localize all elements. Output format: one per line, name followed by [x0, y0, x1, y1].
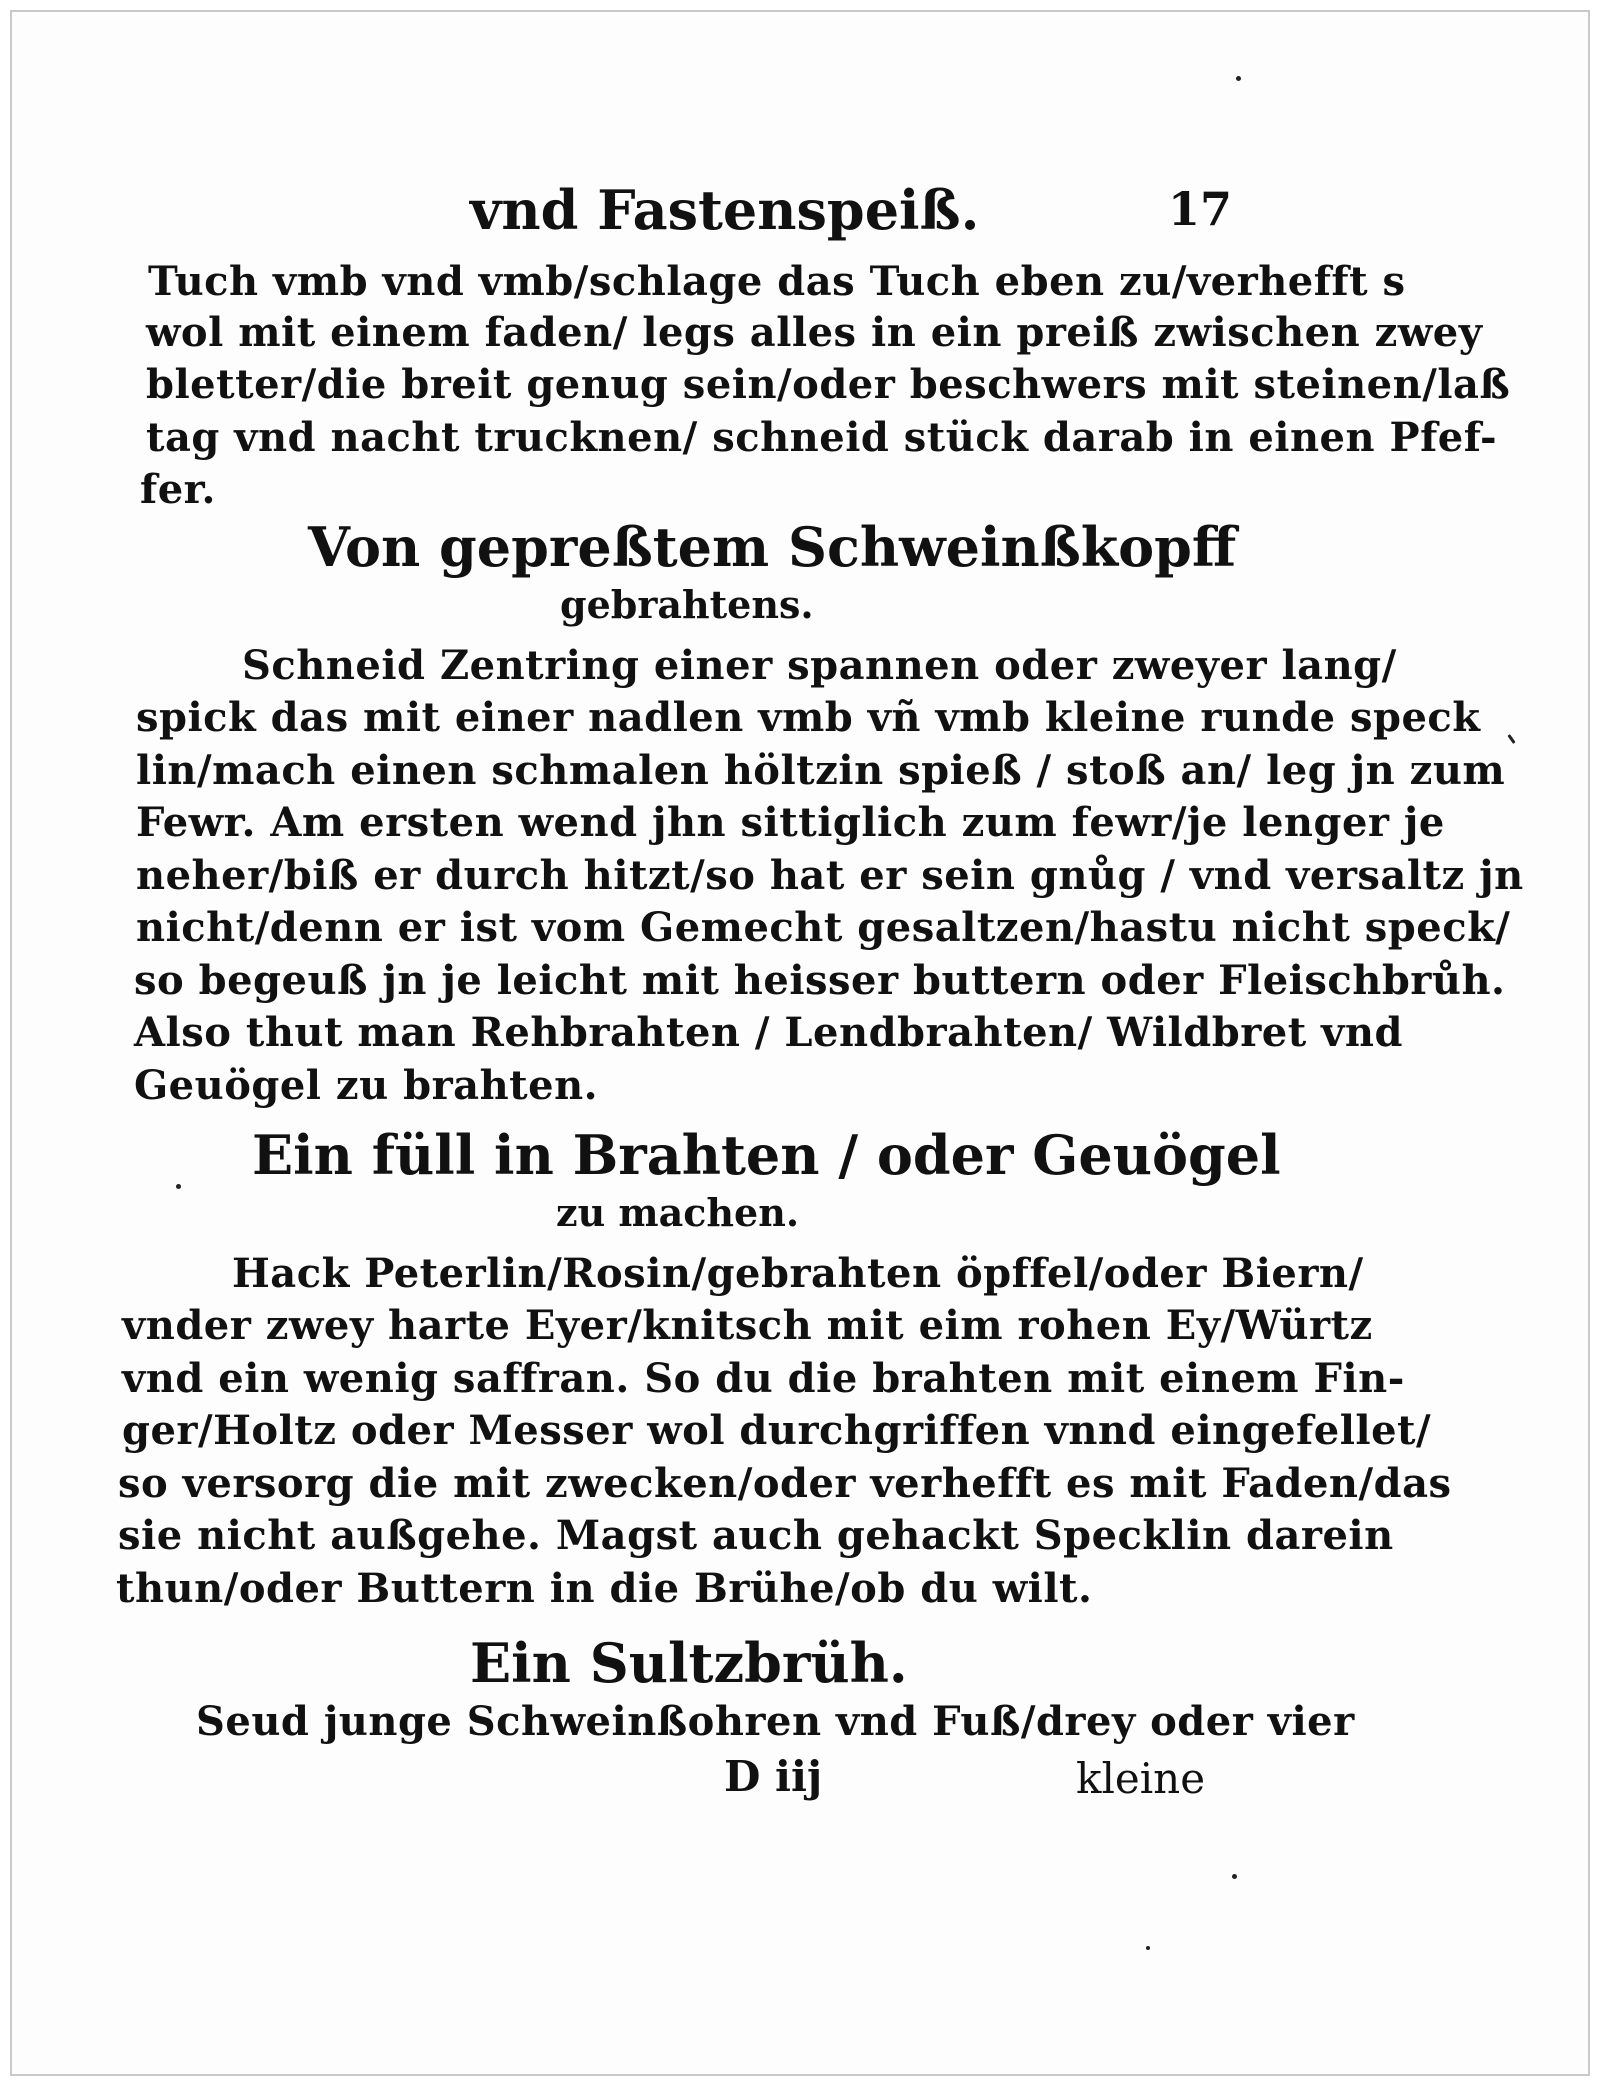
- text-line: vnder zwey harte Eyer/knitsch mit eim rohen Ey/Würtz: [122, 1302, 1373, 1349]
- text-line: lin/mach einen schmalen höltzin spieß / stoß an/ leg jn zum: [136, 747, 1506, 794]
- text-line: so versorg die mit zwecken/oder verhefft es mit Faden/das: [118, 1460, 1452, 1507]
- text-line: Also thut man Rehbrahten / Lendbrahten/ Wildbret vnd: [134, 1009, 1403, 1056]
- section-heading: Ein Sultzbrüh.: [470, 1631, 908, 1695]
- text-line: ger/Holtz oder Messer wol durchgriffen vnnd eingefellet/: [122, 1407, 1432, 1454]
- signature-mark: D iij: [724, 1752, 823, 1801]
- text-line: sie nicht außgehe. Magst auch gehackt Specklin darein: [118, 1512, 1394, 1559]
- text-line: bletter/die breit genug sein/oder beschwers mit steinen/laß: [146, 361, 1511, 408]
- catchword: kleine: [1076, 1754, 1206, 1803]
- text-line: spick das mit einer nadlen vmb vñ vmb kleine runde speck: [136, 694, 1481, 741]
- section-subheading: gebrahtens.: [560, 582, 814, 627]
- text-line: wol mit einem faden/ legs alles in ein preiß zwischen zwey: [146, 309, 1483, 356]
- text-line: so begeuß jn je leicht mit heisser buttern oder Fleischbrůh.: [134, 957, 1506, 1004]
- text-line: Fewr. Am ersten wend jhn sittiglich zum fewr/je lenger je: [136, 799, 1445, 846]
- text-line: nicht/denn er ist vom Gemecht gesaltzen/hastu nicht speck/: [136, 904, 1511, 951]
- text-line: fer.: [140, 466, 216, 513]
- section-subheading: zu machen.: [556, 1190, 800, 1235]
- text-line: Geuögel zu brahten.: [134, 1062, 599, 1109]
- page-number: 17: [1168, 182, 1233, 236]
- text-line: neher/biß er durch hitzt/so hat er sein gnůg / vnd versaltz jn: [136, 852, 1524, 899]
- text-line: thun/oder Buttern in die Brühe/ob du wilt.: [116, 1565, 1093, 1612]
- running-head: vnd Fastenspeiß.: [470, 178, 980, 242]
- text-line: Tuch vmb vnd vmb/schlage das Tuch eben zu/verhefft s: [148, 258, 1406, 305]
- ink-speck: [1146, 1946, 1150, 1950]
- ink-speck: [176, 1184, 181, 1189]
- text-line: vnd ein wenig saffran. So du die brahten mit einem Fin-: [122, 1355, 1405, 1402]
- section-heading: Ein füll in Brahten / oder Geuögel: [252, 1123, 1281, 1187]
- ink-speck: [1232, 1874, 1237, 1879]
- text-line: tag vnd nacht trucknen/ schneid stück darab in einen Pfef-: [146, 414, 1498, 461]
- text-line: Schneid Zentring einer spannen oder zweyer lang/: [242, 642, 1397, 689]
- text-line: Hack Peterlin/Rosin/gebrahten öpffel/oder Biern/: [232, 1250, 1364, 1297]
- text-line: Seud junge Schweinßohren vnd Fuß/drey oder vier: [196, 1698, 1355, 1745]
- section-heading: Von gepreßtem Schweinßkopff: [308, 515, 1237, 579]
- ink-speck: [1236, 76, 1241, 81]
